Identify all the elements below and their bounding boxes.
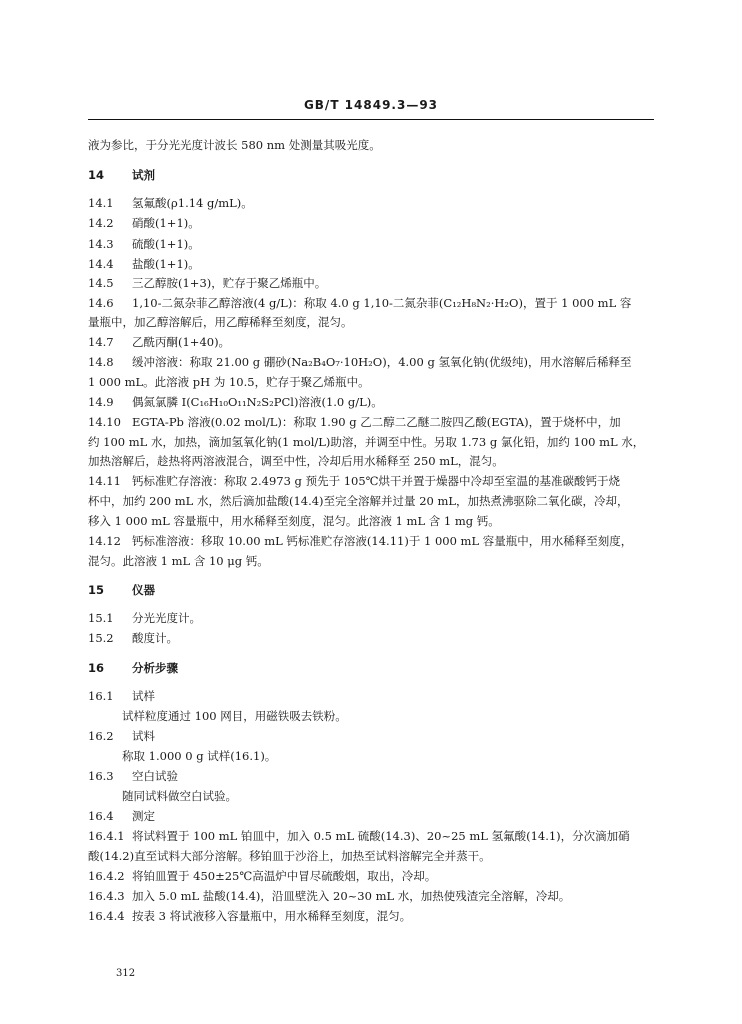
clause-text: 空白试验	[132, 769, 178, 783]
clause-number: 14.7	[88, 335, 114, 349]
text-line	[88, 473, 620, 489]
clause-number: 14.1	[88, 196, 114, 210]
text-line	[88, 828, 630, 844]
text-line	[88, 453, 504, 469]
section-number: 14	[88, 168, 105, 182]
text-line	[88, 314, 353, 330]
clause-text: 乙酰丙酮(1+40)。	[132, 335, 231, 349]
clause-number: 16.3	[88, 769, 114, 783]
clause-text: 试料	[132, 729, 155, 743]
clause-text: 分光光度计。	[132, 611, 201, 625]
clause-text: 称取 1.000 0 g 试样(16.1)。	[122, 749, 277, 763]
clause-text: 按表 3 将试液移入容量瓶中，用水稀释至刻度，混匀。	[132, 909, 412, 923]
text-line	[88, 236, 200, 252]
text-line	[88, 513, 500, 529]
section-number: 16	[88, 661, 105, 675]
section-heading	[88, 582, 155, 598]
clause-text: 将铂皿置于 450±25℃高温炉中冒尽硫酸烟，取出，冷却。	[132, 869, 437, 883]
text-line	[88, 848, 491, 864]
page-number: 312	[116, 968, 136, 979]
clause-text: 盐酸(1+1)。	[132, 257, 200, 271]
clause-text: 混匀。此溶液 1 mL 含 10 μg 钙。	[88, 554, 269, 568]
clause-number: 15.1	[88, 611, 114, 625]
clause-text: 液为参比，于分光光度计波长 580 nm 处测量其吸光度。	[88, 138, 381, 152]
text-line	[88, 394, 383, 410]
clause-text: 1 000 mL。此溶液 pH 为 10.5，贮存于聚乙烯瓶中。	[88, 375, 370, 389]
clause-text: 钙标准溶液：移取 10.00 mL 钙标准贮存溶液(14.11)于 1 000 mL 容量瓶中，用水稀释至刻度，	[132, 534, 633, 548]
clause-text: 酸(14.2)直至试料大部分溶解。移铂皿于沙浴上，加热至试料溶解完全并蒸干。	[88, 849, 491, 863]
text-line	[88, 195, 253, 211]
text-line	[88, 888, 570, 904]
text-line	[122, 748, 276, 764]
clause-text: 移入 1 000 mL 容量瓶中，用水稀释至刻度，混匀。此溶液 1 mL 含 1 mg 钙。	[88, 514, 500, 528]
section-title: 分析步骤	[132, 661, 178, 675]
text-line	[88, 354, 631, 370]
clause-number: 16.4	[88, 809, 114, 823]
clause-number: 16.4.2	[88, 869, 125, 883]
section-title: 仪器	[132, 583, 155, 597]
clause-text: 钙标准贮存溶液：称取 2.4973 g 预先于 105℃烘干并置于燥器中冷却至室温的基准碳酸钙于烧	[132, 474, 621, 488]
text-line	[88, 533, 632, 549]
clause-number: 14.8	[88, 355, 114, 369]
clause-text: 偶氮氯膦 I(C₁₆H₁₀O₁₁N₂S₂PCl)溶液(1.0 g/L)。	[132, 395, 383, 409]
text-line	[88, 553, 269, 569]
text-line	[88, 374, 370, 390]
clause-text: 量瓶中，加乙醇溶解后，用乙醇稀释至刻度，混匀。	[88, 315, 353, 329]
clause-number: 14.9	[88, 395, 114, 409]
clause-number: 14.12	[88, 534, 121, 548]
clause-number: 14.11	[88, 474, 121, 488]
text-line	[88, 295, 631, 311]
clause-text: 三乙醇胺(1+3)，贮存于聚乙烯瓶中。	[132, 276, 327, 290]
clause-text: 试样	[132, 689, 155, 703]
clause-number: 14.4	[88, 257, 114, 271]
text-line	[88, 434, 644, 450]
clause-number: 14.5	[88, 276, 114, 290]
clause-number: 16.2	[88, 729, 114, 743]
clause-number: 14.6	[88, 296, 114, 310]
clause-text: 测定	[132, 809, 155, 823]
text-line	[88, 414, 621, 430]
text-line	[88, 137, 381, 153]
text-line	[88, 868, 436, 884]
section-heading	[88, 660, 178, 676]
clause-text: 随同试料做空白试验。	[122, 789, 237, 803]
text-line	[88, 334, 230, 350]
text-line	[88, 630, 178, 646]
clause-number: 14.2	[88, 216, 114, 230]
text-line	[122, 708, 347, 724]
text-line	[88, 768, 178, 784]
clause-number: 14.3	[88, 237, 114, 251]
clause-text: 加入 5.0 mL 盐酸(14.4)，沿皿壁洗入 20~30 mL 水，加热使残渣完全溶解，冷却。	[132, 889, 571, 903]
clause-text: 杯中，加约 200 mL 水，然后滴加盐酸(14.4)至完全溶解并过量 20 mL，加热煮沸驱除二氧化碳，冷却，	[88, 494, 629, 508]
clause-text: 约 100 mL 水，加热，滴加氢氧化钠(1 mol/L)助溶，并调至中性。另取 1.73 g 氯化铅，加约 100 mL 水，	[88, 435, 645, 449]
clause-text: 试样粒度通过 100 网目，用磁铁吸去铁粉。	[122, 709, 347, 723]
text-line	[88, 688, 155, 704]
clause-text: 缓冲溶液：称取 21.00 g 硼砂(Na₂B₄O₇·10H₂O)，4.00 g 氢氧化钠(优级纯)，用水溶解后稀释至	[132, 355, 632, 369]
section-number: 15	[88, 583, 105, 597]
clause-number: 16.4.4	[88, 909, 125, 923]
clause-text: 硝酸(1+1)。	[132, 216, 200, 230]
section-title: 试剂	[132, 168, 155, 182]
text-line	[88, 493, 629, 509]
clause-text: 1,10-二氮杂菲乙醇溶液(4 g/L)：称取 4.0 g 1,10-二氮杂菲(C₁₂H₈N₂·H₂O)，置于 1 000 mL 容	[132, 296, 632, 310]
clause-number: 16.4.1	[88, 829, 125, 843]
text-line	[88, 808, 155, 824]
text-line	[88, 728, 155, 744]
text-line	[88, 215, 200, 231]
clause-text: 加热溶解后，趁热将两溶液混合，调至中性，冷却后用水稀释至 250 mL，混匀。	[88, 454, 504, 468]
text-line	[88, 908, 411, 924]
clause-text: EGTA-Pb 溶液(0.02 mol/L)：称取 1.90 g 乙二醇二乙醚二胺四乙酸(EGTA)，置于烧杯中，加	[132, 415, 621, 429]
clause-number: 14.10	[88, 415, 121, 429]
section-heading	[88, 167, 155, 183]
text-line	[88, 275, 326, 291]
clause-text: 硫酸(1+1)。	[132, 237, 200, 251]
clause-text: 酸度计。	[132, 631, 178, 645]
text-line	[88, 610, 201, 626]
header-rule	[88, 119, 654, 120]
clause-number: 16.4.3	[88, 889, 125, 903]
text-line	[122, 788, 237, 804]
clause-number: 16.1	[88, 689, 114, 703]
clause-text: 将试料置于 100 mL 铂皿中，加入 0.5 mL 硫酸(14.3)、20~25 mL 氢氟酸(14.1)，分次滴加硝	[132, 829, 630, 843]
clause-number: 15.2	[88, 631, 114, 645]
clause-text: 氢氟酸(ρ1.14 g/mL)。	[132, 196, 253, 210]
text-line	[88, 256, 200, 272]
standard-header: GB/T 14849.3—93	[303, 98, 439, 112]
